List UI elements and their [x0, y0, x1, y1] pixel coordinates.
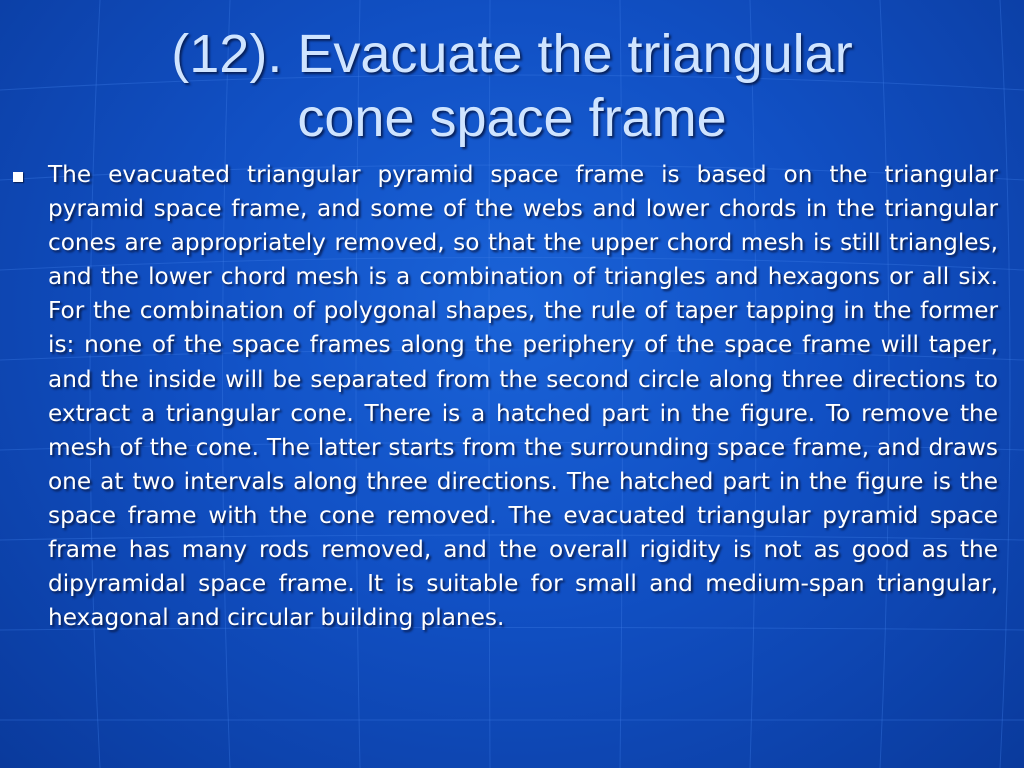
title-line-2: cone space frame: [297, 88, 727, 148]
bullet-square-icon: [13, 172, 23, 182]
body-paragraph: The evacuated triangular pyramid space frame is based on the triangular pyramid space frame, and some of the webs and lower chords in the triangular cones are appropriately removed, so that the upper chord mesh is still triangles, and the lower chord mesh is a combination of triangles and hexagons or all six. For the combination of polygonal shapes, the rule of taper tapping in the former is: none of the space frames along the periphery of the space frame will taper, and the inside will be separated from the second circle along three directions to extract a triangular cone. There is a hatched part in the figure. To remove the mesh of the cone. The latter starts from the surrounding space frame, and draws one at two intervals along three directions. The hatched part in the figure is the space frame with the cone removed. The evacuated triangular pyramid space frame has many rods removed, and the overall rigidity is not as good as the dipyramidal space frame. It is suitable for small and medium-span triangular, hexagonal and circular building planes.: [48, 161, 998, 632]
slide-title: [40, 22, 984, 150]
title-line-1: (12). Evacuate the triangular: [171, 24, 853, 84]
